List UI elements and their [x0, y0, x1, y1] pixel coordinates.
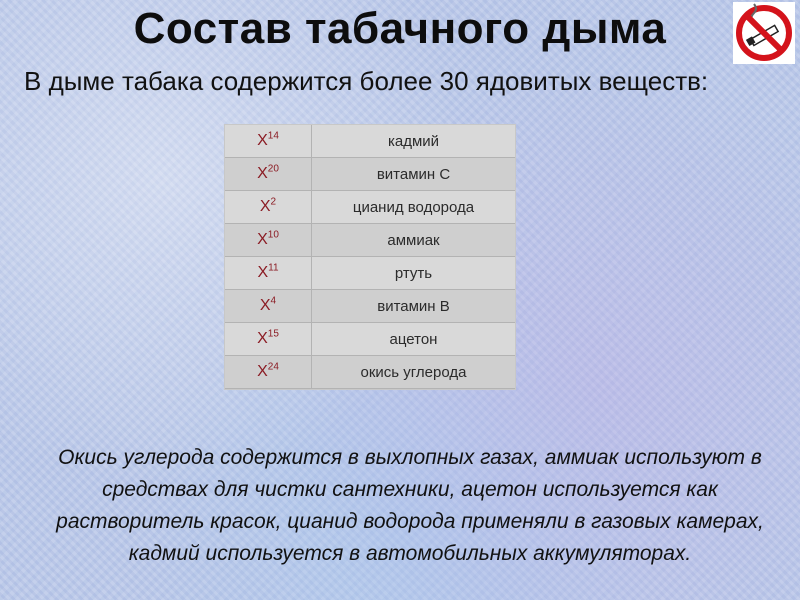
code-letter: Х: [257, 363, 268, 380]
row-code: [225, 323, 312, 356]
slide-title: Состав табачного дыма: [133, 4, 667, 53]
no-smoking-icon: [733, 2, 795, 64]
row-substance: ртуть: [312, 257, 516, 290]
code-exponent: 10: [267, 229, 279, 241]
code-exponent: 15: [267, 328, 279, 340]
code-exponent: 11: [268, 262, 279, 274]
table-row: [225, 257, 515, 290]
intro-text: В дыме табака содержится более 30 ядовитых веществ:: [24, 66, 709, 96]
row-substance: кадмий: [312, 125, 516, 158]
table-row: [225, 224, 515, 257]
substances-table: [224, 124, 516, 390]
code-letter: Х: [257, 165, 268, 182]
row-code: [225, 356, 312, 389]
code-letter: Х: [259, 198, 271, 215]
row-code: [225, 125, 312, 158]
row-code: [225, 257, 312, 290]
code-exponent: 14: [267, 130, 279, 142]
row-substance: аммиак: [312, 224, 516, 257]
row-code: [225, 158, 312, 191]
table-row: [225, 356, 515, 389]
row-substance: ацетон: [312, 323, 516, 356]
row-code: [225, 290, 312, 323]
row-substance: витамин С: [312, 158, 516, 191]
code-exponent: 24: [267, 361, 279, 373]
row-substance: окись углерода: [312, 356, 516, 389]
code-letter: Х: [257, 231, 268, 248]
table-row: [225, 158, 515, 191]
code-letter: Х: [259, 297, 271, 314]
row-substance: витамин В: [312, 290, 516, 323]
code-letter: Х: [257, 264, 269, 281]
row-code: [225, 224, 312, 257]
table-row: [225, 125, 515, 158]
code-exponent: 2: [270, 196, 277, 208]
code-exponent: 20: [267, 163, 279, 175]
table-row: [225, 191, 515, 224]
code-exponent: 4: [270, 295, 277, 307]
row-substance: цианид водорода: [312, 191, 516, 224]
table-row: [225, 323, 515, 356]
code-letter: Х: [257, 132, 268, 149]
code-letter: Х: [257, 330, 268, 347]
table-row: [225, 290, 515, 323]
row-code: [225, 191, 312, 224]
note-text: Окись углерода содержится в выхлопных газах, аммиак используют в средствах для чистки сантехники, ацетон используется как растворитель красок, цианид водорода применяли в газовых камерах, кадмий используется в автомобильных аккумуляторах.: [56, 446, 764, 565]
